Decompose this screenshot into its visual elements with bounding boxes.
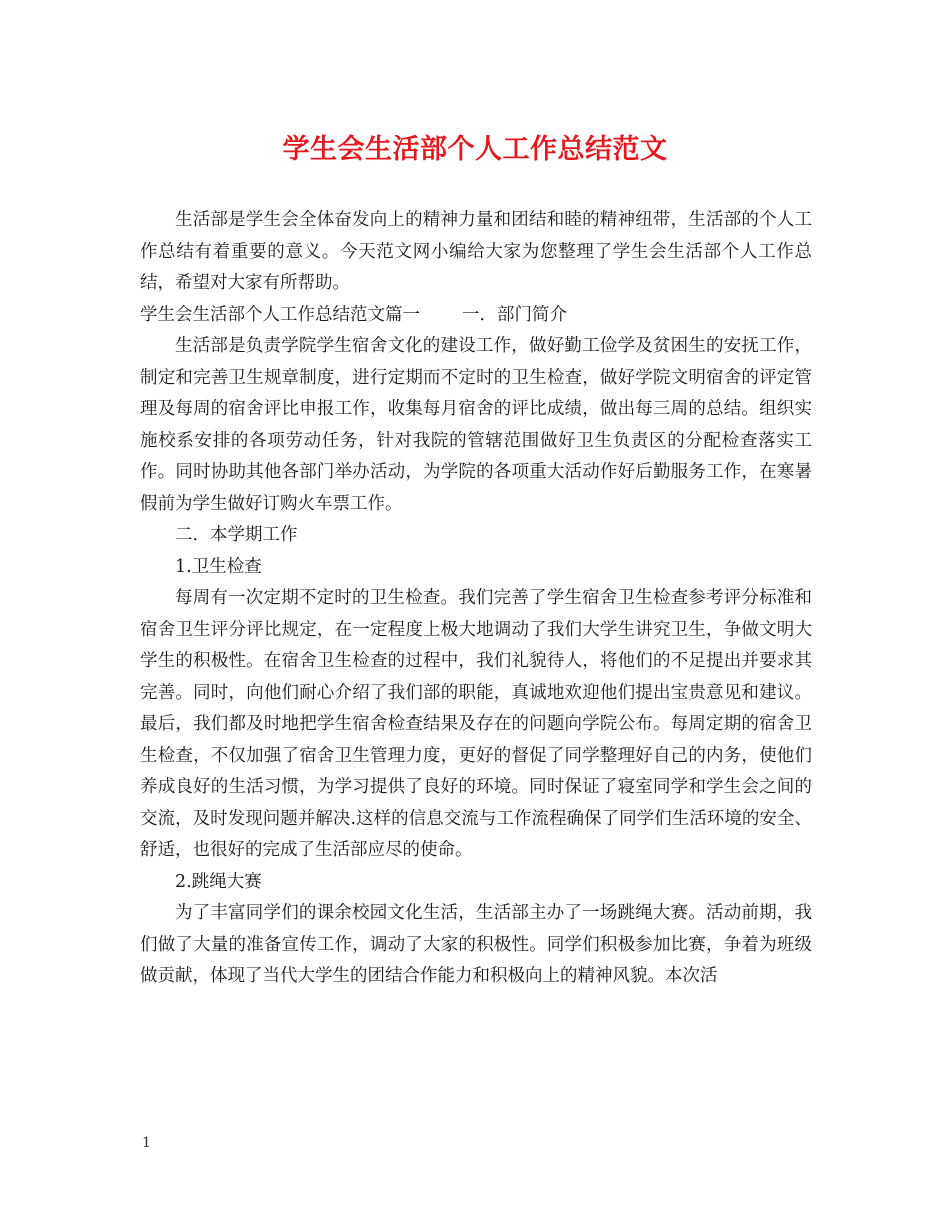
hygiene-paragraph: 每周有一次定期不定时的卫生检查。我们完善了学生宿舍卫生检查参考评分标准和宿舍卫生评分评比规定，在一定程度上极大地调动了我们大学生讲究卫生，争做文明大学生的积极性。在宿舍卫生检查的过程中，我们礼貌待人，将他们的不足提出并要求其完善。同时，向他们耐心介绍了我们部的职能，真诚地欢迎他们提出宝贵意见和建议。最后，我们都及时地把学生宿舍检查结果及存在的问题向学院公布。每周定期的宿舍卫生检查，不仅加强了宿舍卫生管理力度，更好的督促了同学整理好自己的内务，使他们养成良好的生活习惯，为学习提供了良好的环境。同时保证了寝室同学和学生会之间的交流，及时发现问题并解决.这样的信息交流与工作流程确保了同学们生活环境的安全、舒适，也很好的完成了生活部应尽的使命。: [140, 588, 812, 860]
subheading-hygiene: 1.卫生检查: [175, 556, 262, 577]
dept-intro-paragraph: 生活部是负责学院学生宿舍文化的建设工作，做好勤工俭学及贫困生的安抚工作，制定和完善卫生规章制度，进行定期而不定时的卫生检查，做好学院文明宿舍的评定管理及每周的宿舍评比申报工作，收集每月宿舍的评比成绩，做出每三周的总结。组织实施校系安排的各项劳动任务，针对我院的管辖范围做好卫生负责区的分配检查落实工作。同时协助其他各部门举办活动，为学院的各项重大活动作好后勤服务工作，在寒暑假前为学生做好订购火车票工作。: [140, 336, 812, 514]
section-heading-2: 二．本学期工作: [175, 525, 298, 545]
subheading-rope: 2.跳绳大赛: [175, 871, 262, 892]
rope-paragraph: 为了丰富同学们的课余校园文化生活，生活部主办了一场跳绳大赛。活动前期，我们做了大量的准备宣传工作，调动了大家的积极性。同学们积极参加比赛，争着为班级做贡献，体现了当代大学生的团结合作能力和积极向上的精神风貌。本次活: [140, 903, 812, 986]
intro-paragraph: 生活部是学生会全体奋发向上的精神力量和团结和睦的精神纽带，生活部的个人工作总结有着重要的意义。今天范文网小编给大家为您整理了学生会生活部个人工作总结，希望对大家有所帮助。: [140, 210, 812, 293]
section-line: [140, 300, 812, 332]
document-body: [140, 205, 812, 993]
section-heading-1: 一．部门简介: [462, 304, 567, 325]
section-title: 学生会生活部个人工作总结范文篇一: [140, 304, 420, 325]
page-number: 1: [142, 1135, 151, 1151]
document-title: 学生会生活部个人工作总结范文: [282, 134, 668, 165]
